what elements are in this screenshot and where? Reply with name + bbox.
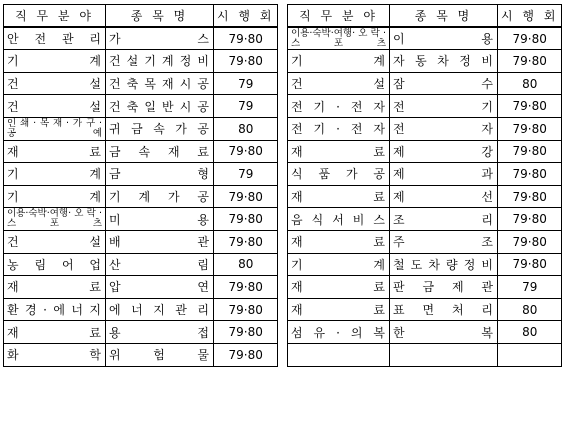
session-cell: 79·80 (498, 163, 562, 186)
session-cell: 79 (214, 95, 278, 118)
header-field: 직 무 분 야 (4, 5, 106, 28)
session-cell: 79·80 (214, 208, 278, 231)
session-cell: 79·80 (498, 27, 562, 50)
field-cell: 이용·숙박·여행· 오 락 · 스 포 츠 (288, 27, 390, 50)
field-cell: 재 료 (288, 185, 390, 208)
field-cell: 재 료 (288, 140, 390, 163)
table-row (288, 230, 562, 253)
item-cell: 한 복 (390, 321, 498, 344)
table-row (4, 298, 278, 321)
table-row (4, 163, 278, 186)
field-cell: 기 계 (288, 50, 390, 73)
right-table (287, 4, 562, 367)
item-cell: 표 면 처 리 (390, 298, 498, 321)
item-cell: 배 관 (106, 230, 214, 253)
item-cell: 판 금 제 관 (390, 276, 498, 299)
item-cell: 산 림 (106, 253, 214, 276)
table-row (288, 343, 562, 366)
table-row (288, 253, 562, 276)
field-cell: 음 식 서 비 스 (288, 208, 390, 231)
header-row (4, 5, 278, 28)
session-cell: 79·80 (214, 50, 278, 73)
item-cell: 금 형 (106, 163, 214, 186)
item-cell: 조 리 (390, 208, 498, 231)
item-cell: 건 축 일 반 시 공 (106, 95, 214, 118)
item-cell: 건 설 기 계 정 비 (106, 50, 214, 73)
field-cell: 농 림 어 업 (4, 253, 106, 276)
session-cell: 79·80 (214, 321, 278, 344)
table-row (4, 321, 278, 344)
field-cell: 재 료 (288, 276, 390, 299)
table-row (4, 27, 278, 50)
session-cell: 79 (498, 276, 562, 299)
table-row (4, 230, 278, 253)
session-cell: 79·80 (498, 208, 562, 231)
field-cell: 기 계 (4, 185, 106, 208)
item-cell: 철 도 차 량 정 비 (390, 253, 498, 276)
item-cell: 기 계 가 공 (106, 185, 214, 208)
field-cell (288, 343, 390, 366)
session-cell: 79·80 (498, 253, 562, 276)
session-cell: 80 (498, 298, 562, 321)
item-cell: 전 기 (390, 95, 498, 118)
field-cell: 식 품 가 공 (288, 163, 390, 186)
item-cell: 제 선 (390, 185, 498, 208)
table-row (4, 208, 278, 231)
item-cell: 금 속 재 료 (106, 140, 214, 163)
item-cell: 주 조 (390, 230, 498, 253)
field-cell: 이용·숙박·여행· 오 락 · 스 포 츠 (4, 208, 106, 231)
table-row (288, 27, 562, 50)
item-cell: 압 연 (106, 276, 214, 299)
table-row (288, 140, 562, 163)
table-row (288, 185, 562, 208)
table-row (4, 253, 278, 276)
item-cell: 에 너 지 관 리 (106, 298, 214, 321)
session-cell: 79·80 (214, 185, 278, 208)
session-cell: 80 (498, 72, 562, 95)
field-cell: 섬 유 · 의 복 (288, 321, 390, 344)
item-cell: 잠 수 (390, 72, 498, 95)
session-cell: 79·80 (214, 298, 278, 321)
field-cell: 건 설 (4, 72, 106, 95)
item-cell: 자 동 차 정 비 (390, 50, 498, 73)
session-cell: 79·80 (498, 140, 562, 163)
field-cell: 재 료 (4, 276, 106, 299)
table-row (288, 163, 562, 186)
field-cell: 안 전 관 리 (4, 27, 106, 50)
table-row (288, 95, 562, 118)
field-cell: 기 계 (4, 50, 106, 73)
table-row (288, 72, 562, 95)
table-row (4, 343, 278, 366)
field-cell: 기 계 (288, 253, 390, 276)
item-cell: 전 자 (390, 117, 498, 140)
field-cell: 화 학 (4, 343, 106, 366)
table-row (288, 276, 562, 299)
session-cell: 79·80 (214, 230, 278, 253)
header-session: 시 행 회 (214, 5, 278, 28)
session-cell: 79·80 (498, 50, 562, 73)
item-cell: 제 강 (390, 140, 498, 163)
field-cell: 전 기 · 전 자 (288, 95, 390, 118)
field-cell: 재 료 (4, 321, 106, 344)
left-table (3, 4, 278, 367)
table-row (4, 95, 278, 118)
session-cell: 79·80 (498, 185, 562, 208)
header-item: 종 목 명 (106, 5, 214, 28)
field-cell: 환 경 · 에 너 지 (4, 298, 106, 321)
table-row (4, 50, 278, 73)
table-row (4, 276, 278, 299)
session-cell: 79·80 (498, 95, 562, 118)
session-cell: 80 (498, 321, 562, 344)
field-cell: 재 료 (288, 298, 390, 321)
field-cell: 재 료 (4, 140, 106, 163)
header-field: 직 무 분 야 (288, 5, 390, 28)
item-cell (390, 343, 498, 366)
session-cell: 79 (214, 163, 278, 186)
field-cell: 인 쇄 · 목 재 · 가 구 · 공 예 (4, 117, 106, 140)
table-row (288, 50, 562, 73)
session-cell: 79·80 (498, 117, 562, 140)
field-cell: 전 기 · 전 자 (288, 117, 390, 140)
item-cell: 용 접 (106, 321, 214, 344)
session-cell: 79·80 (214, 276, 278, 299)
table-row (288, 298, 562, 321)
session-cell: 79·80 (214, 343, 278, 366)
field-cell: 건 설 (4, 230, 106, 253)
header-session: 시 행 회 (498, 5, 562, 28)
session-cell: 79·80 (498, 230, 562, 253)
item-cell: 이 용 (390, 27, 498, 50)
field-cell: 재 료 (288, 230, 390, 253)
session-cell: 79·80 (214, 27, 278, 50)
table-row (288, 208, 562, 231)
table-row (4, 72, 278, 95)
item-cell: 제 과 (390, 163, 498, 186)
table-row (288, 321, 562, 344)
session-cell: 80 (214, 253, 278, 276)
session-cell: 80 (214, 117, 278, 140)
header-item: 종 목 명 (390, 5, 498, 28)
table-row (288, 117, 562, 140)
field-cell: 건 설 (4, 95, 106, 118)
table-row (4, 185, 278, 208)
item-cell: 가 스 (106, 27, 214, 50)
item-cell: 건 축 목 재 시 공 (106, 72, 214, 95)
session-cell: 79·80 (214, 140, 278, 163)
item-cell: 위 험 물 (106, 343, 214, 366)
session-cell: 79 (214, 72, 278, 95)
session-cell (498, 343, 562, 366)
table-row (4, 140, 278, 163)
table-row (4, 117, 278, 140)
item-cell: 미 용 (106, 208, 214, 231)
item-cell: 귀 금 속 가 공 (106, 117, 214, 140)
header-row (288, 5, 562, 28)
field-cell: 건 설 (288, 72, 390, 95)
field-cell: 기 계 (4, 163, 106, 186)
